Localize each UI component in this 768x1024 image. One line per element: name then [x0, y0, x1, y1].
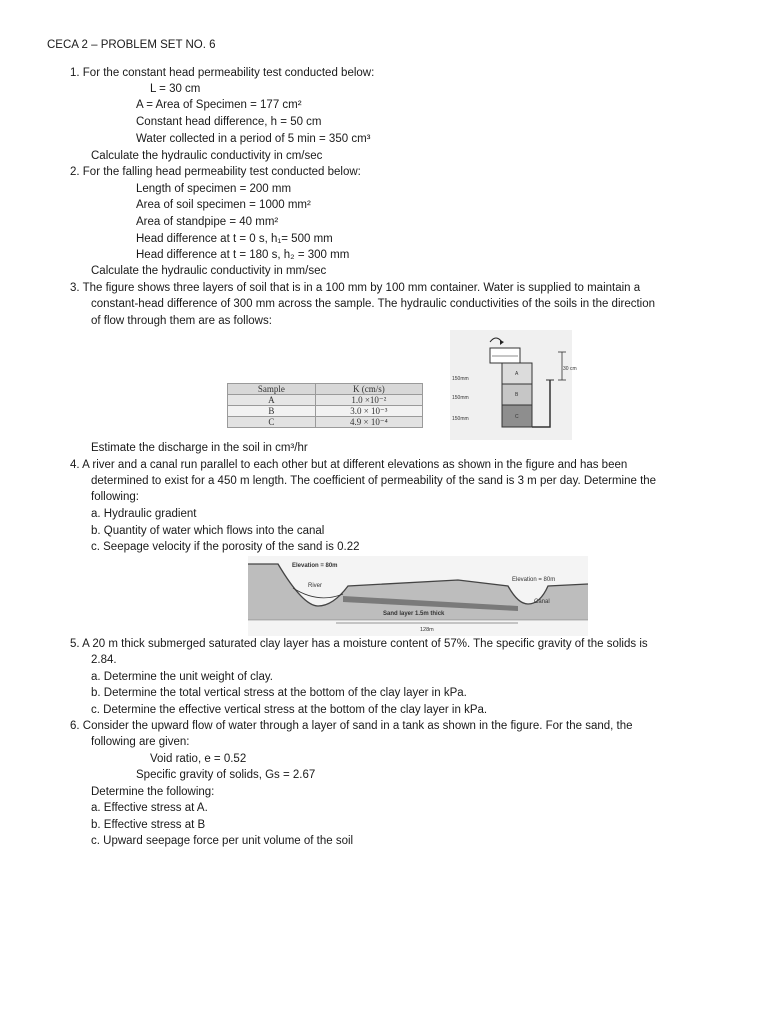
- problem-6-given-gs: Specific gravity of solids, Gs = 2.67: [136, 769, 316, 781]
- problem-6-line-1: 6. Consider the upward flow of water through a layer of sand in a tank as shown in the figure. For the sand, the: [70, 720, 633, 732]
- problem-6-item-b: b. Effective stress at B: [91, 819, 206, 831]
- problem-1-given-water: Water collected in a period of 5 min = 350 cm³: [136, 133, 371, 145]
- problem-5-item-a: a. Determine the unit weight of clay.: [91, 671, 273, 683]
- problem-3-question: Estimate the discharge in the soil in cm³/hr: [91, 442, 308, 454]
- problem-3-line-1: 3. The figure shows three layers of soil that is in a 100 mm by 100 mm container. Water is supplied to maintain a: [70, 282, 641, 294]
- river-canal-figure: [248, 556, 588, 636]
- table-cell-sample: C: [228, 417, 316, 428]
- fig3-label-c: C: [515, 414, 519, 420]
- problem-5-item-c: c. Determine the effective vertical stress at the bottom of the clay layer in kPa.: [91, 704, 488, 716]
- problem-6-item-c: c. Upward seepage force per unit volume of the soil: [91, 835, 354, 847]
- problem-4-item-b: b. Quantity of water which flows into the canal: [91, 525, 325, 537]
- fig3-label-b: B: [515, 392, 519, 398]
- fig4-label-canal: Canal: [534, 599, 550, 605]
- table-row: [228, 417, 423, 428]
- problem-1-given-length: L = 30 cm: [150, 83, 201, 95]
- conductivity-table: [227, 383, 423, 428]
- fig3-label-h3: 150mm: [452, 416, 469, 422]
- problem-3-line-2: constant-head difference of 300 mm across the sample. The hydraulic conductivities of the soils in the direction: [91, 298, 656, 310]
- problem-2-given-standpipe: Area of standpipe = 40 mm²: [136, 216, 279, 228]
- table-header-k: K (cm/s): [315, 384, 422, 395]
- table-cell-sample: B: [228, 406, 316, 417]
- table-row: [228, 395, 423, 406]
- problem-1-given-area: A = Area of Specimen = 177 cm²: [136, 99, 302, 111]
- table-cell-k: 1.0 ×10⁻²: [315, 395, 422, 406]
- problem-2-intro: 2. For the falling head permeability test conducted below:: [70, 166, 361, 178]
- problem-5-line-1: 5. A 20 m thick submerged saturated clay layer has a moisture content of 57%. The specific gravity of the solids is: [70, 638, 648, 650]
- fig3-label-head: 30 cm: [563, 366, 577, 372]
- fig4-elevation-left: Elevation = 80m: [292, 563, 338, 569]
- problem-1-given-head: Constant head difference, h = 50 cm: [136, 116, 322, 128]
- fig4-label-sand: Sand layer 1.5m thick: [383, 611, 445, 617]
- table-cell-sample: A: [228, 395, 316, 406]
- fig3-label-h1: 150mm: [452, 376, 469, 382]
- fig3-label-a: A: [515, 371, 519, 377]
- problem-3-line-3: of flow through them are as follows:: [91, 315, 272, 327]
- problem-2-given-length: Length of specimen = 200 mm: [136, 183, 292, 195]
- water-reservoir: [490, 348, 520, 363]
- table-header-row: [228, 384, 423, 395]
- problem-1-intro: 1. For the constant head permeability test conducted below:: [70, 67, 375, 79]
- problem-1-question: Calculate the hydraulic conductivity in cm/sec: [91, 150, 323, 162]
- problem-4-line-3: following:: [91, 491, 139, 503]
- problem-4-item-a: a. Hydraulic gradient: [91, 508, 197, 520]
- fig4-label-river: River: [308, 583, 323, 589]
- table-cell-k: 4.9 × 10⁻⁴: [315, 417, 422, 428]
- table-header-sample: Sample: [228, 384, 316, 395]
- table-row: [228, 406, 423, 417]
- problem-2-question: Calculate the hydraulic conductivity in mm/sec: [91, 265, 327, 277]
- problem-6-item-a: a. Effective stress at A.: [91, 802, 208, 814]
- problem-5-line-2: 2.84.: [91, 654, 117, 666]
- three-layer-soil-figure: [450, 330, 577, 440]
- problem-2-given-area: Area of soil specimen = 1000 mm²: [136, 199, 311, 211]
- fig3-label-h2: 150mm: [452, 395, 469, 401]
- problem-4-item-c: c. Seepage velocity if the porosity of the sand is 0.22: [91, 541, 360, 553]
- problem-4-line-1: 4. A river and a canal run parallel to each other but at different elevations as shown in the figure and has been: [70, 459, 628, 471]
- problem-2-given-h1: Head difference at t = 0 s, h₁= 500 mm: [136, 233, 333, 245]
- problem-2-given-h2: Head difference at t = 180 s, h₂ = 300 mm: [136, 249, 350, 261]
- fig4-elevation-right: Elevation = 80m: [512, 577, 556, 583]
- page-title: CECA 2 – PROBLEM SET NO. 6: [47, 39, 216, 51]
- problem-4-line-2: determined to exist for a 450 m length. The coefficient of permeability of the sand is 3 m per day. Determine the: [91, 475, 657, 487]
- problem-5-item-b: b. Determine the total vertical stress at the bottom of the clay layer in kPa.: [91, 687, 467, 699]
- problem-6-determine: Determine the following:: [91, 786, 215, 798]
- problem-6-line-2: following are given:: [91, 736, 190, 748]
- problem-6-given-void-ratio: Void ratio, e = 0.52: [150, 753, 247, 765]
- fig4-label-distance: 128m: [420, 627, 434, 633]
- table-cell-k: 3.0 × 10⁻³: [315, 406, 422, 417]
